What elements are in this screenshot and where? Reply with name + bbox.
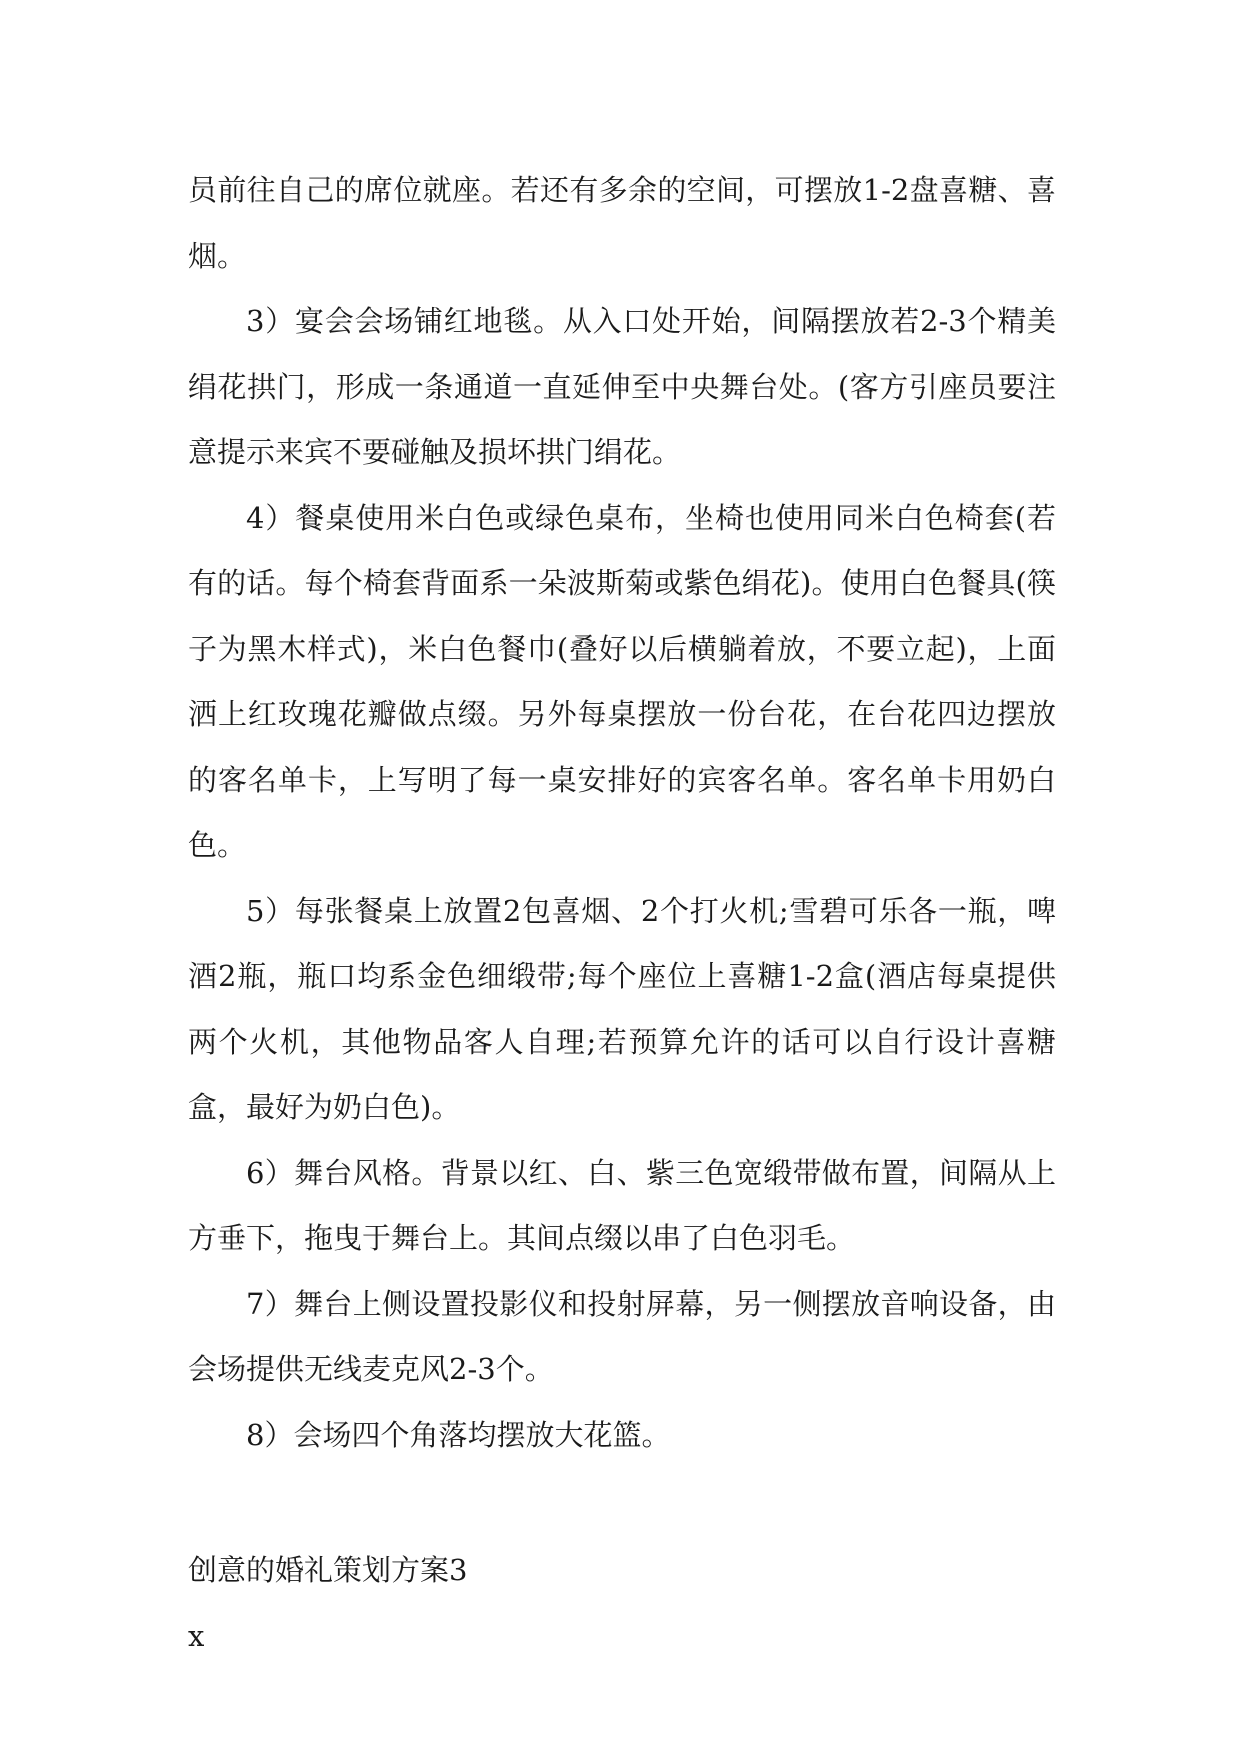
document-body: [188, 158, 1056, 1669]
section-heading: 创意的婚礼策划方案3: [188, 1553, 468, 1587]
paragraph-item-3: 3）宴会会场铺红地毯。从入口处开始，间隔摆放若2-3个精美绢花拱门，形成一条通道一直延伸至中央舞台处。(客方引座员要注意提示来宾不要碰触及损坏拱门绢花。: [188, 304, 1056, 469]
paragraph-item-6: 6）舞台风格。背景以红、白、紫三色宽缎带做布置，间隔从上方垂下，拖曳于舞台上。其间点缀以串了白色羽毛。: [188, 1155, 1056, 1255]
paragraph-continued: 员前往自己的席位就座。若还有多余的空间，可摆放1-2盘喜糖、喜烟。: [188, 173, 1056, 273]
trailing-marker: x: [188, 1618, 205, 1653]
paragraph-item-4: 4）餐桌使用米白色或绿色桌布，坐椅也使用同米白色椅套(若有的话。每个椅套背面系一朵波斯菊或紫色绢花)。使用白色餐具(筷子为黑木样式)，米白色餐巾(叠好以后横躺着放，不要立起)，上面洒上红玫瑰花瓣做点缀。另外每桌摆放一份台花，在台花四边摆放的客名单卡，上写明了每一桌安排好的宾客名单。客名单卡用奶白色。: [188, 500, 1056, 862]
paragraph-item-7: 7）舞台上侧设置投影仪和投射屏幕，另一侧摆放音响设备，由会场提供无线麦克风2-3个。: [188, 1286, 1056, 1386]
paragraph-item-5: 5）每张餐桌上放置2包喜烟、2个打火机;雪碧可乐各一瓶，啤酒2瓶，瓶口均系金色细缎带;每个座位上喜糖1-2盒(酒店每桌提供两个火机，其他物品客人自理;若预算允许的话可以自行设计喜糖盒，最好为奶白色)。: [188, 893, 1056, 1124]
paragraph-item-8: 8）会场四个角落均摆放大花篮。: [246, 1417, 671, 1452]
